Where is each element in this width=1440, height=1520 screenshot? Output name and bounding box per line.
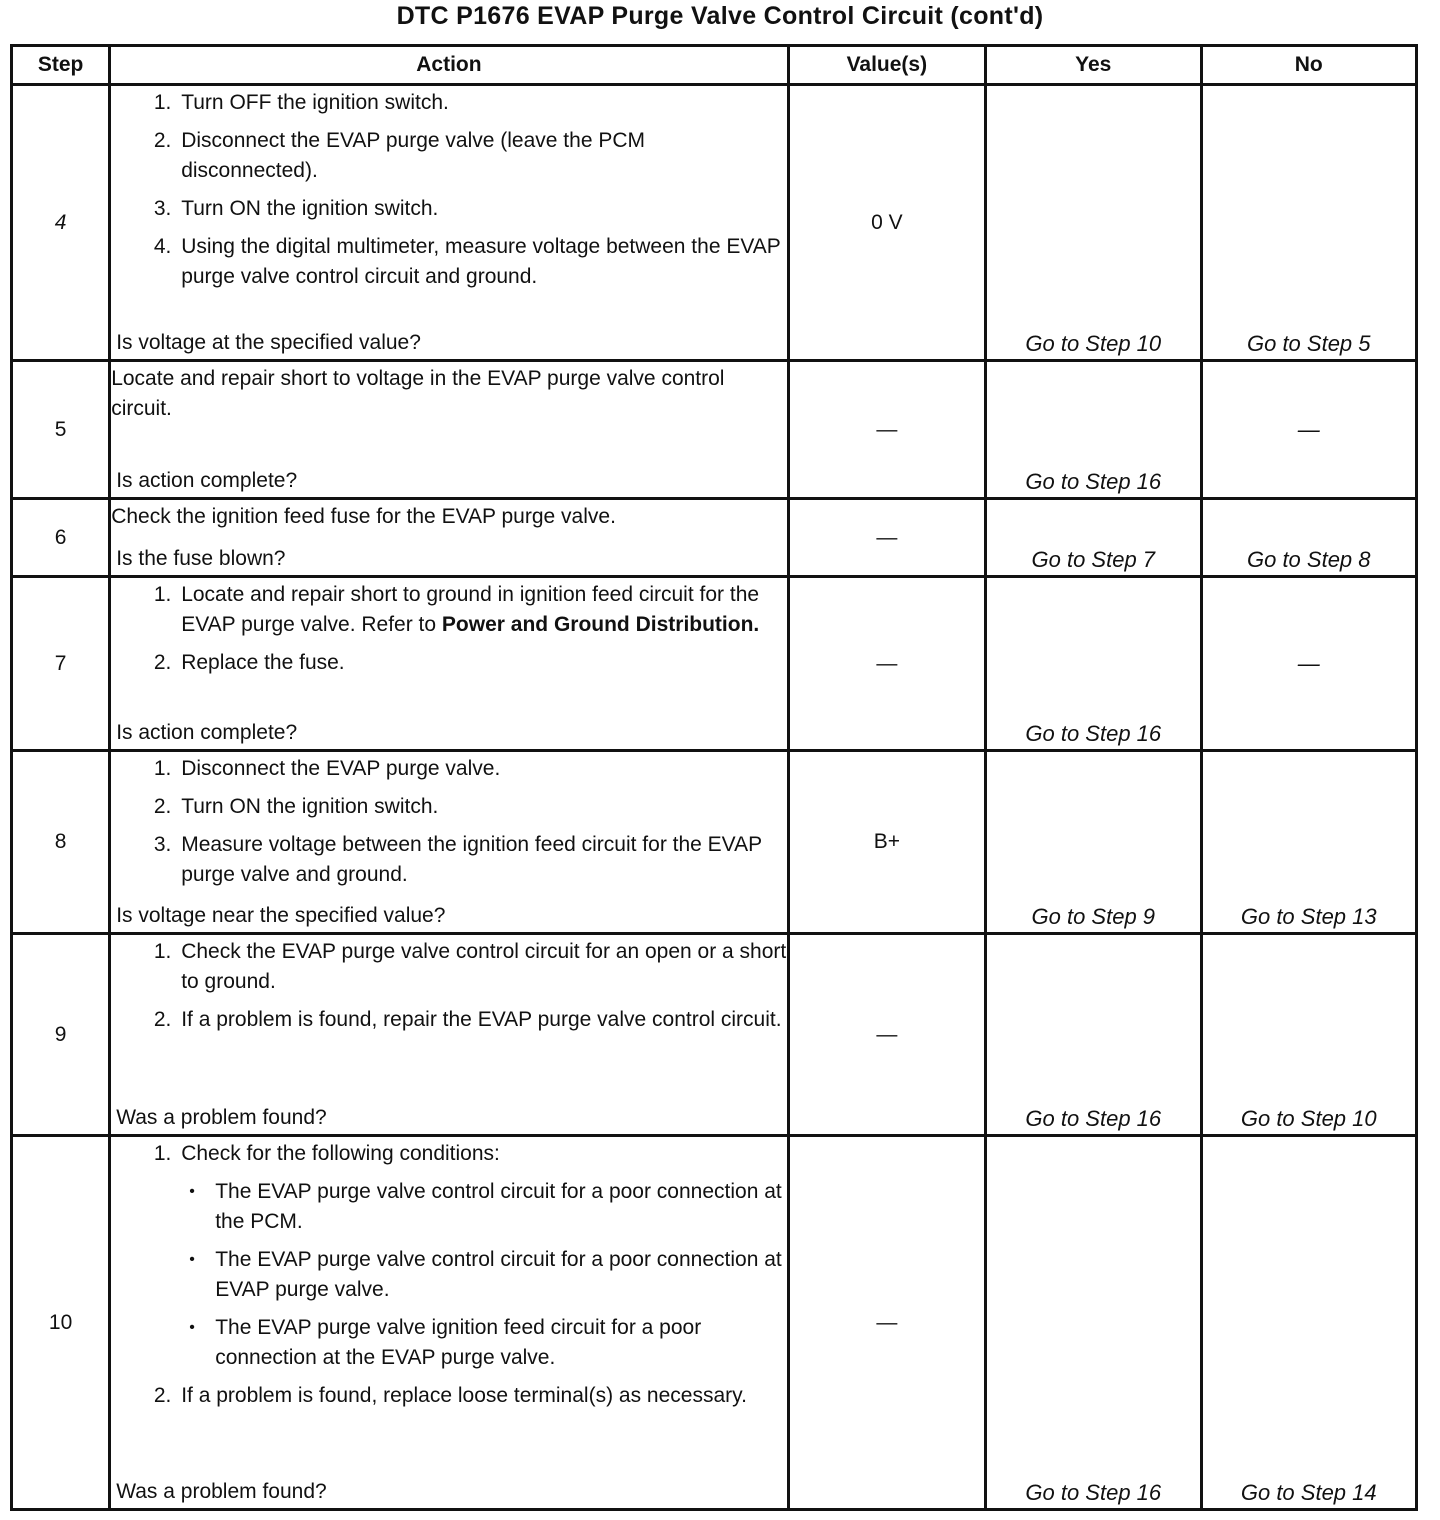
- action-steps: [111, 88, 786, 292]
- step-number: 10: [12, 1136, 110, 1510]
- action-steps: [111, 580, 786, 678]
- action-question: Is action complete?: [116, 721, 298, 744]
- table-row: [12, 85, 1417, 361]
- table-row: [12, 361, 1417, 499]
- no-cell: —: [1201, 577, 1417, 751]
- action-question: Is the fuse blown?: [116, 547, 286, 570]
- condition-list: [181, 1177, 786, 1373]
- step-number: 8: [12, 751, 110, 934]
- value-cell: B+: [788, 751, 985, 934]
- table-row: [12, 499, 1417, 577]
- action-step: 2. If a problem is found, replace loose terminal(s) as necessary.: [177, 1381, 786, 1411]
- value-cell: 0 V: [788, 85, 985, 361]
- action-question: Was a problem found?: [116, 1480, 327, 1503]
- action-step: 1. Disconnect the EVAP purge valve.: [177, 754, 786, 784]
- action-steps: [111, 1139, 786, 1411]
- value-cell: —: [788, 499, 985, 577]
- action-text: Check the ignition feed fuse for the EVAP purge valve.: [111, 505, 616, 528]
- action-cell: [110, 934, 788, 1136]
- diagnostic-table: [10, 44, 1418, 1511]
- step-number: 4: [12, 85, 110, 361]
- action-step: 1. Check the EVAP purge valve control circuit for an open or a short to ground.: [177, 937, 786, 997]
- action-step-text: Check for the following conditions:: [181, 1142, 500, 1165]
- page-title: DTC P1676 EVAP Purge Valve Control Circuit (cont'd): [396, 2, 1044, 30]
- step-number: 6: [12, 499, 110, 577]
- table-row: [12, 1136, 1417, 1510]
- action-question: Is voltage at the specified value?: [116, 331, 421, 354]
- action-step: 3. Turn ON the ignition switch.: [177, 194, 786, 224]
- header-values: Value(s): [788, 46, 985, 85]
- yes-cell: Go to Step 10: [986, 85, 1201, 361]
- action-question: Is action complete?: [116, 469, 298, 492]
- condition-item: • The EVAP purge valve control circuit for a poor connection at the PCM.: [211, 1177, 786, 1237]
- step-number: 9: [12, 934, 110, 1136]
- no-cell: Go to Step 10: [1201, 934, 1417, 1136]
- yes-cell: Go to Step 9: [986, 751, 1201, 934]
- action-step: 1. Turn OFF the ignition switch.: [177, 88, 786, 118]
- header-yes: Yes: [986, 46, 1201, 85]
- value-cell: —: [788, 1136, 985, 1510]
- yes-cell: Go to Step 16: [986, 934, 1201, 1136]
- action-cell: [110, 85, 788, 361]
- no-cell: Go to Step 8: [1201, 499, 1417, 577]
- header-action: Action: [110, 46, 788, 85]
- action-step: 3. Measure voltage between the ignition feed circuit for the EVAP purge valve and ground.: [177, 830, 786, 890]
- action-cell: [110, 361, 788, 499]
- table-row: [12, 577, 1417, 751]
- yes-cell: Go to Step 16: [986, 577, 1201, 751]
- action-step: 2. Disconnect the EVAP purge valve (leave the PCM disconnected).: [177, 126, 786, 186]
- condition-item: • The EVAP purge valve ignition feed circuit for a poor connection at the EVAP purge valve.: [211, 1313, 786, 1373]
- no-cell: Go to Step 14: [1201, 1136, 1417, 1510]
- value-cell: —: [788, 934, 985, 1136]
- action-question: Was a problem found?: [116, 1106, 327, 1129]
- yes-cell: Go to Step 16: [986, 1136, 1201, 1510]
- action-steps: [111, 937, 786, 1035]
- table-row: [12, 751, 1417, 934]
- action-step: 2. Replace the fuse.: [177, 648, 786, 678]
- no-cell: —: [1201, 361, 1417, 499]
- step-number: 5: [12, 361, 110, 499]
- yes-cell: Go to Step 7: [986, 499, 1201, 577]
- no-cell: Go to Step 5: [1201, 85, 1417, 361]
- header-no: No: [1201, 46, 1417, 85]
- action-cell: [110, 577, 788, 751]
- action-step: 2. If a problem is found, repair the EVAP purge valve control circuit.: [177, 1005, 786, 1035]
- action-cell: [110, 499, 788, 577]
- action-cell: [110, 1136, 788, 1510]
- action-text: Locate and repair short to voltage in the EVAP purge valve control circuit.: [111, 367, 725, 420]
- action-step-text: Locate and repair short to ground in ignition feed circuit for the EVAP purge valve. Refer to: [181, 583, 760, 636]
- no-cell: Go to Step 13: [1201, 751, 1417, 934]
- action-steps: [111, 754, 786, 890]
- action-question: Is voltage near the specified value?: [116, 904, 446, 927]
- header-step: Step: [12, 46, 110, 85]
- condition-item: • The EVAP purge valve control circuit for a poor connection at EVAP purge valve.: [211, 1245, 786, 1305]
- action-step: [177, 580, 786, 640]
- table-header-row: [12, 46, 1417, 85]
- table-row: [12, 934, 1417, 1136]
- action-step: 2. Turn ON the ignition switch.: [177, 792, 786, 822]
- step-number: 7: [12, 577, 110, 751]
- value-cell: —: [788, 361, 985, 499]
- action-step: 4. Using the digital multimeter, measure voltage between the EVAP purge valve control circuit and ground.: [177, 232, 786, 292]
- action-cell: [110, 751, 788, 934]
- reference-link[interactable]: Power and Ground Distribution.: [441, 613, 760, 636]
- yes-cell: Go to Step 16: [986, 361, 1201, 499]
- value-cell: —: [788, 577, 985, 751]
- action-step: [177, 1139, 786, 1373]
